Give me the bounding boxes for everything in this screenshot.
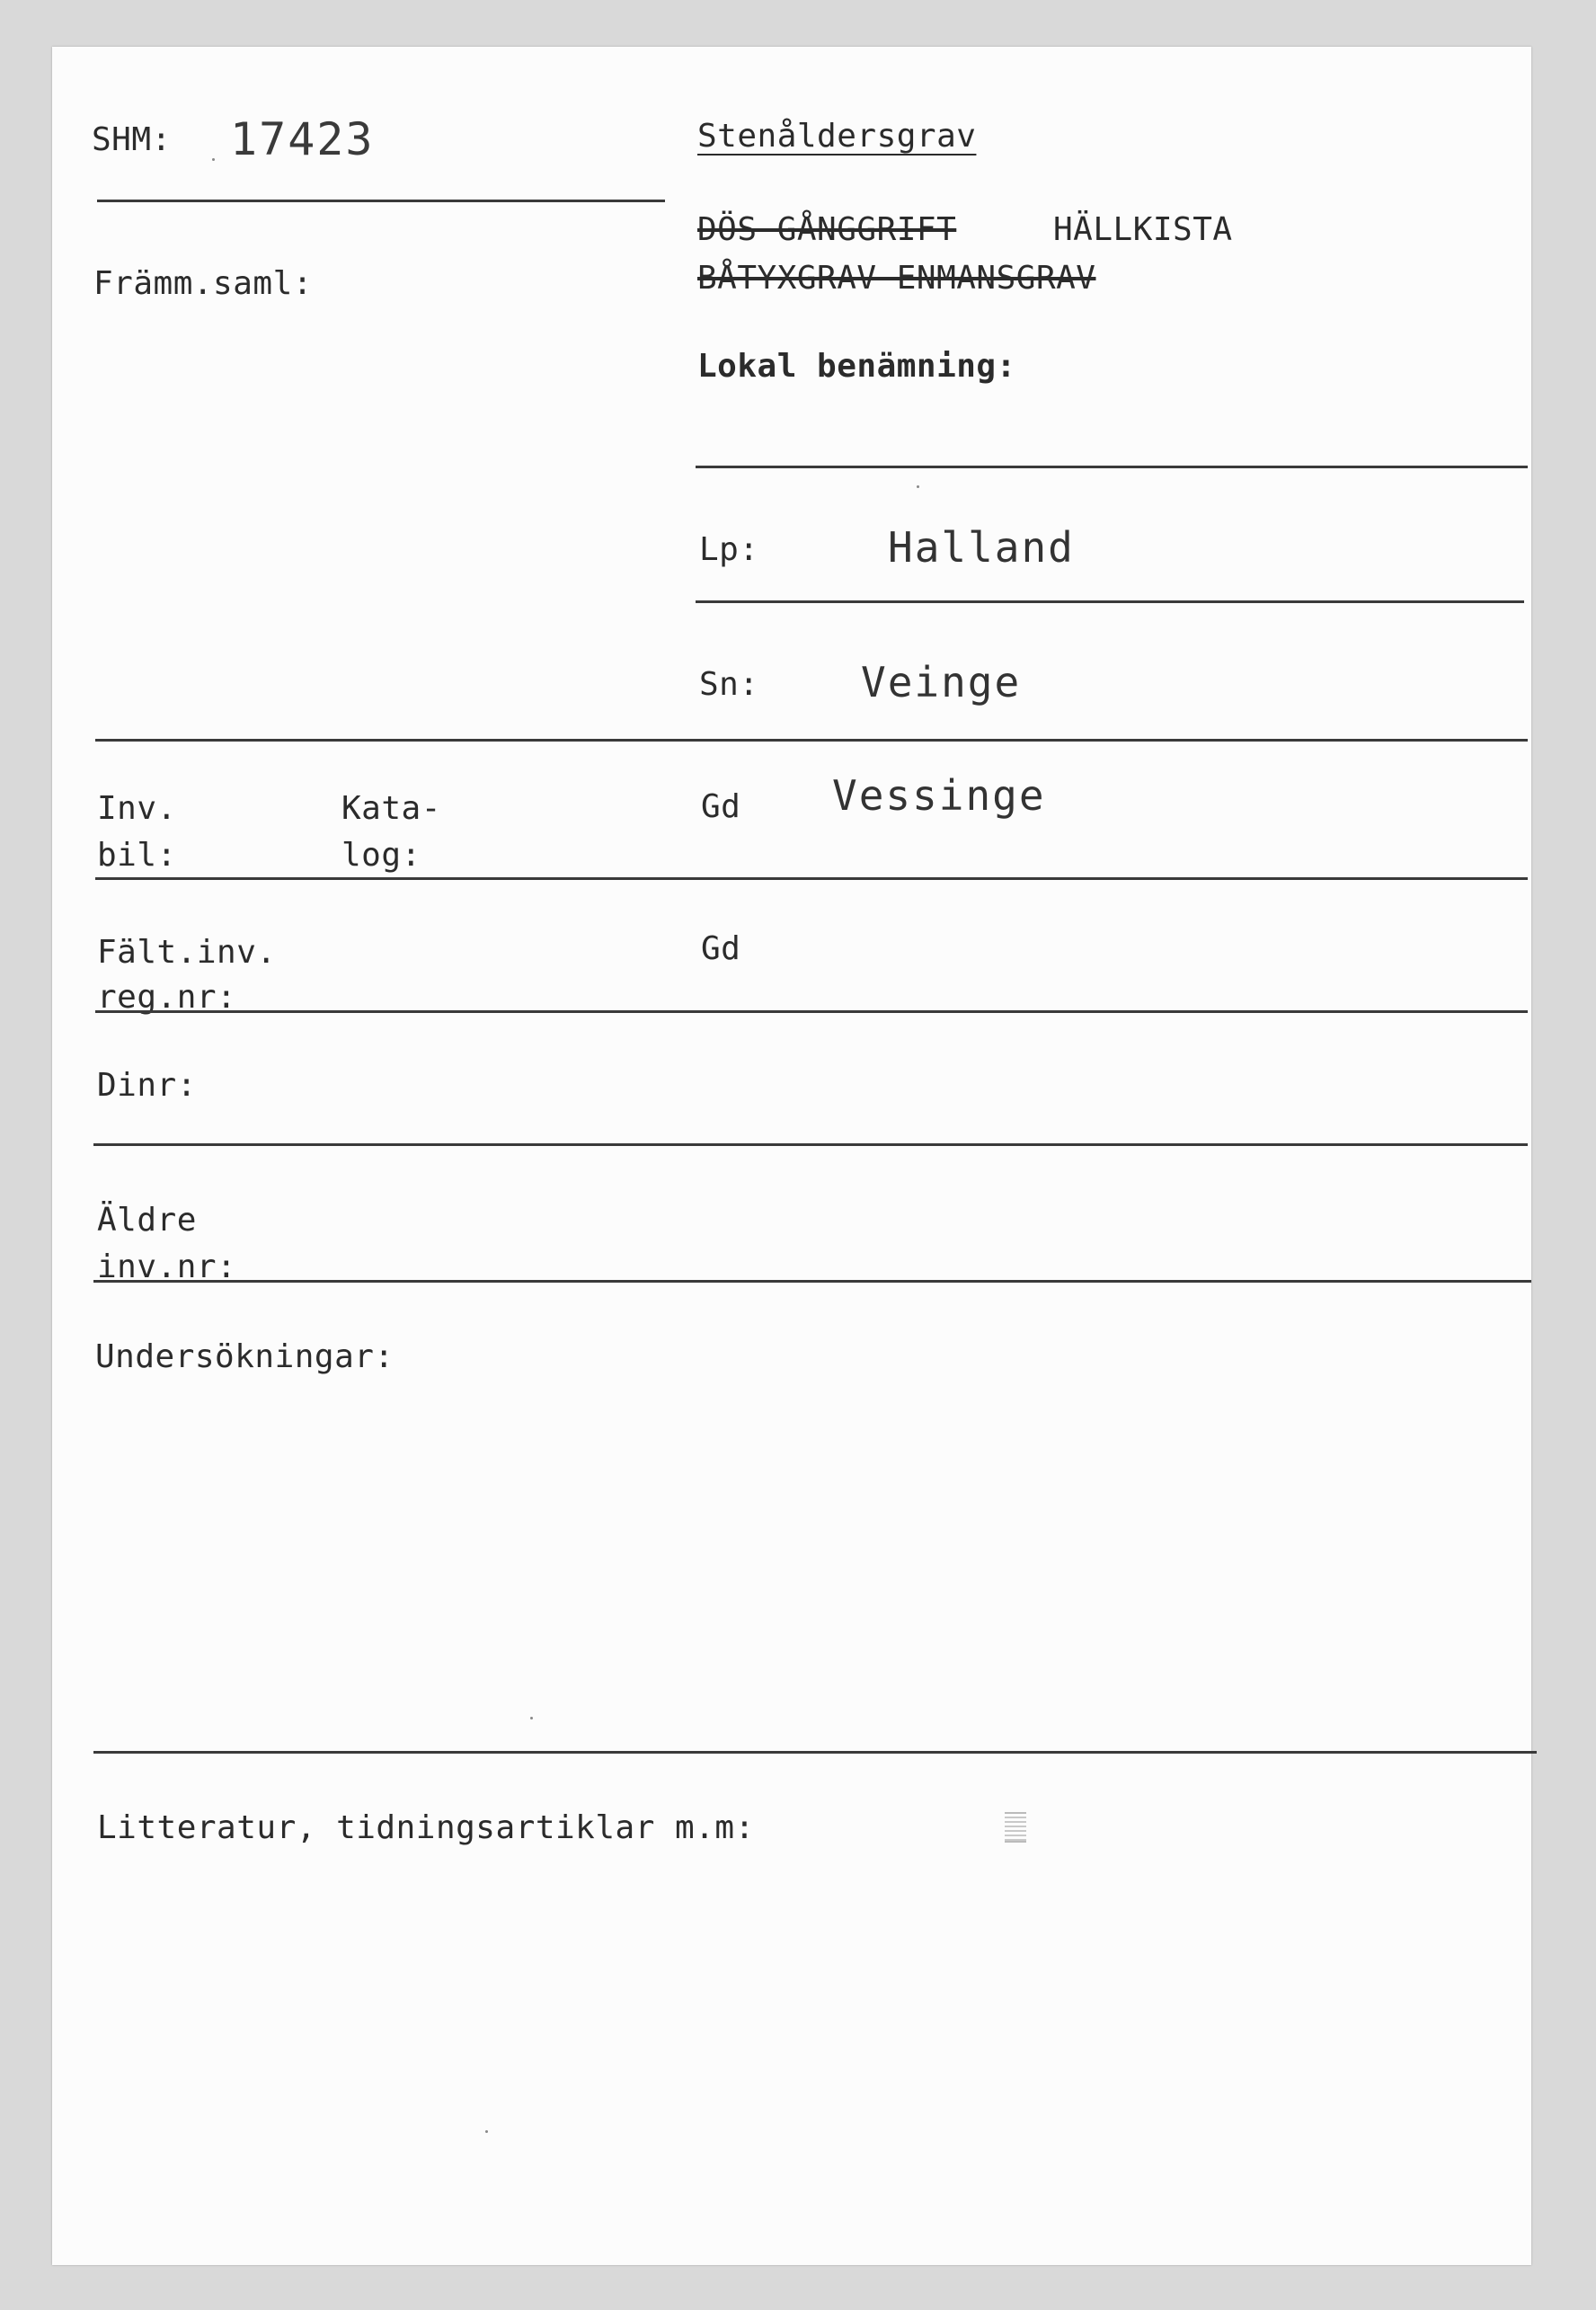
- scan-speck: [917, 485, 919, 488]
- lp-value: Halland: [888, 523, 1075, 572]
- shm-label: SHM:: [92, 121, 172, 158]
- grave-type-struck-2: BÅTYXGRAV ENMANSGRAV: [697, 260, 1096, 297]
- aldre-label-1: Äldre: [97, 1202, 197, 1239]
- divider-falt: [95, 1010, 1528, 1013]
- inv-bil-label-1: Inv.: [97, 790, 177, 827]
- undersokningar-label: Undersökningar:: [95, 1338, 395, 1375]
- aldre-label-2: inv.nr:: [97, 1248, 237, 1285]
- divider-shm: [97, 200, 665, 202]
- grave-type-hallkista: HÄLLKISTA: [1053, 211, 1233, 248]
- katalog-label-2: log:: [341, 837, 421, 874]
- divider-lp: [696, 600, 1524, 603]
- gd-value-1: Vessinge: [832, 771, 1046, 820]
- gd-label-2: Gd: [701, 930, 741, 967]
- scan-speck: [530, 1717, 533, 1719]
- lp-label: Lp:: [699, 531, 759, 568]
- lokal-benamning-label: Lokal benämning:: [697, 348, 1016, 385]
- small-stamp-mark: [1005, 1812, 1026, 1843]
- divider-inv: [95, 877, 1528, 880]
- framm-saml-label: Främm.saml:: [93, 265, 313, 302]
- gd-label-1: Gd: [701, 788, 741, 825]
- litteratur-label: Litteratur, tidningsartiklar m.m:: [97, 1809, 755, 1846]
- grave-category: Stenåldersgrav: [697, 118, 977, 155]
- divider-undersokningar: [93, 1751, 1537, 1754]
- divider-aldre: [93, 1280, 1531, 1283]
- sn-label: Sn:: [699, 666, 759, 703]
- scan-speck: [485, 2130, 488, 2133]
- divider-lokal: [696, 466, 1528, 468]
- katalog-label-1: Kata-: [341, 790, 441, 827]
- divider-sn: [95, 739, 1528, 742]
- sn-value: Veinge: [861, 658, 1022, 706]
- shm-number: 17423: [230, 113, 375, 165]
- grave-type-struck-1: DÖS GÅNGGRIFT: [697, 211, 957, 248]
- falt-inv-label-1: Fält.inv.: [97, 934, 277, 971]
- dinr-label: Dinr:: [97, 1067, 197, 1104]
- divider-dinr: [93, 1143, 1528, 1146]
- falt-inv-label-2: reg.nr:: [97, 979, 237, 1016]
- inv-bil-label-2: bil:: [97, 837, 177, 874]
- scan-speck: [212, 158, 215, 161]
